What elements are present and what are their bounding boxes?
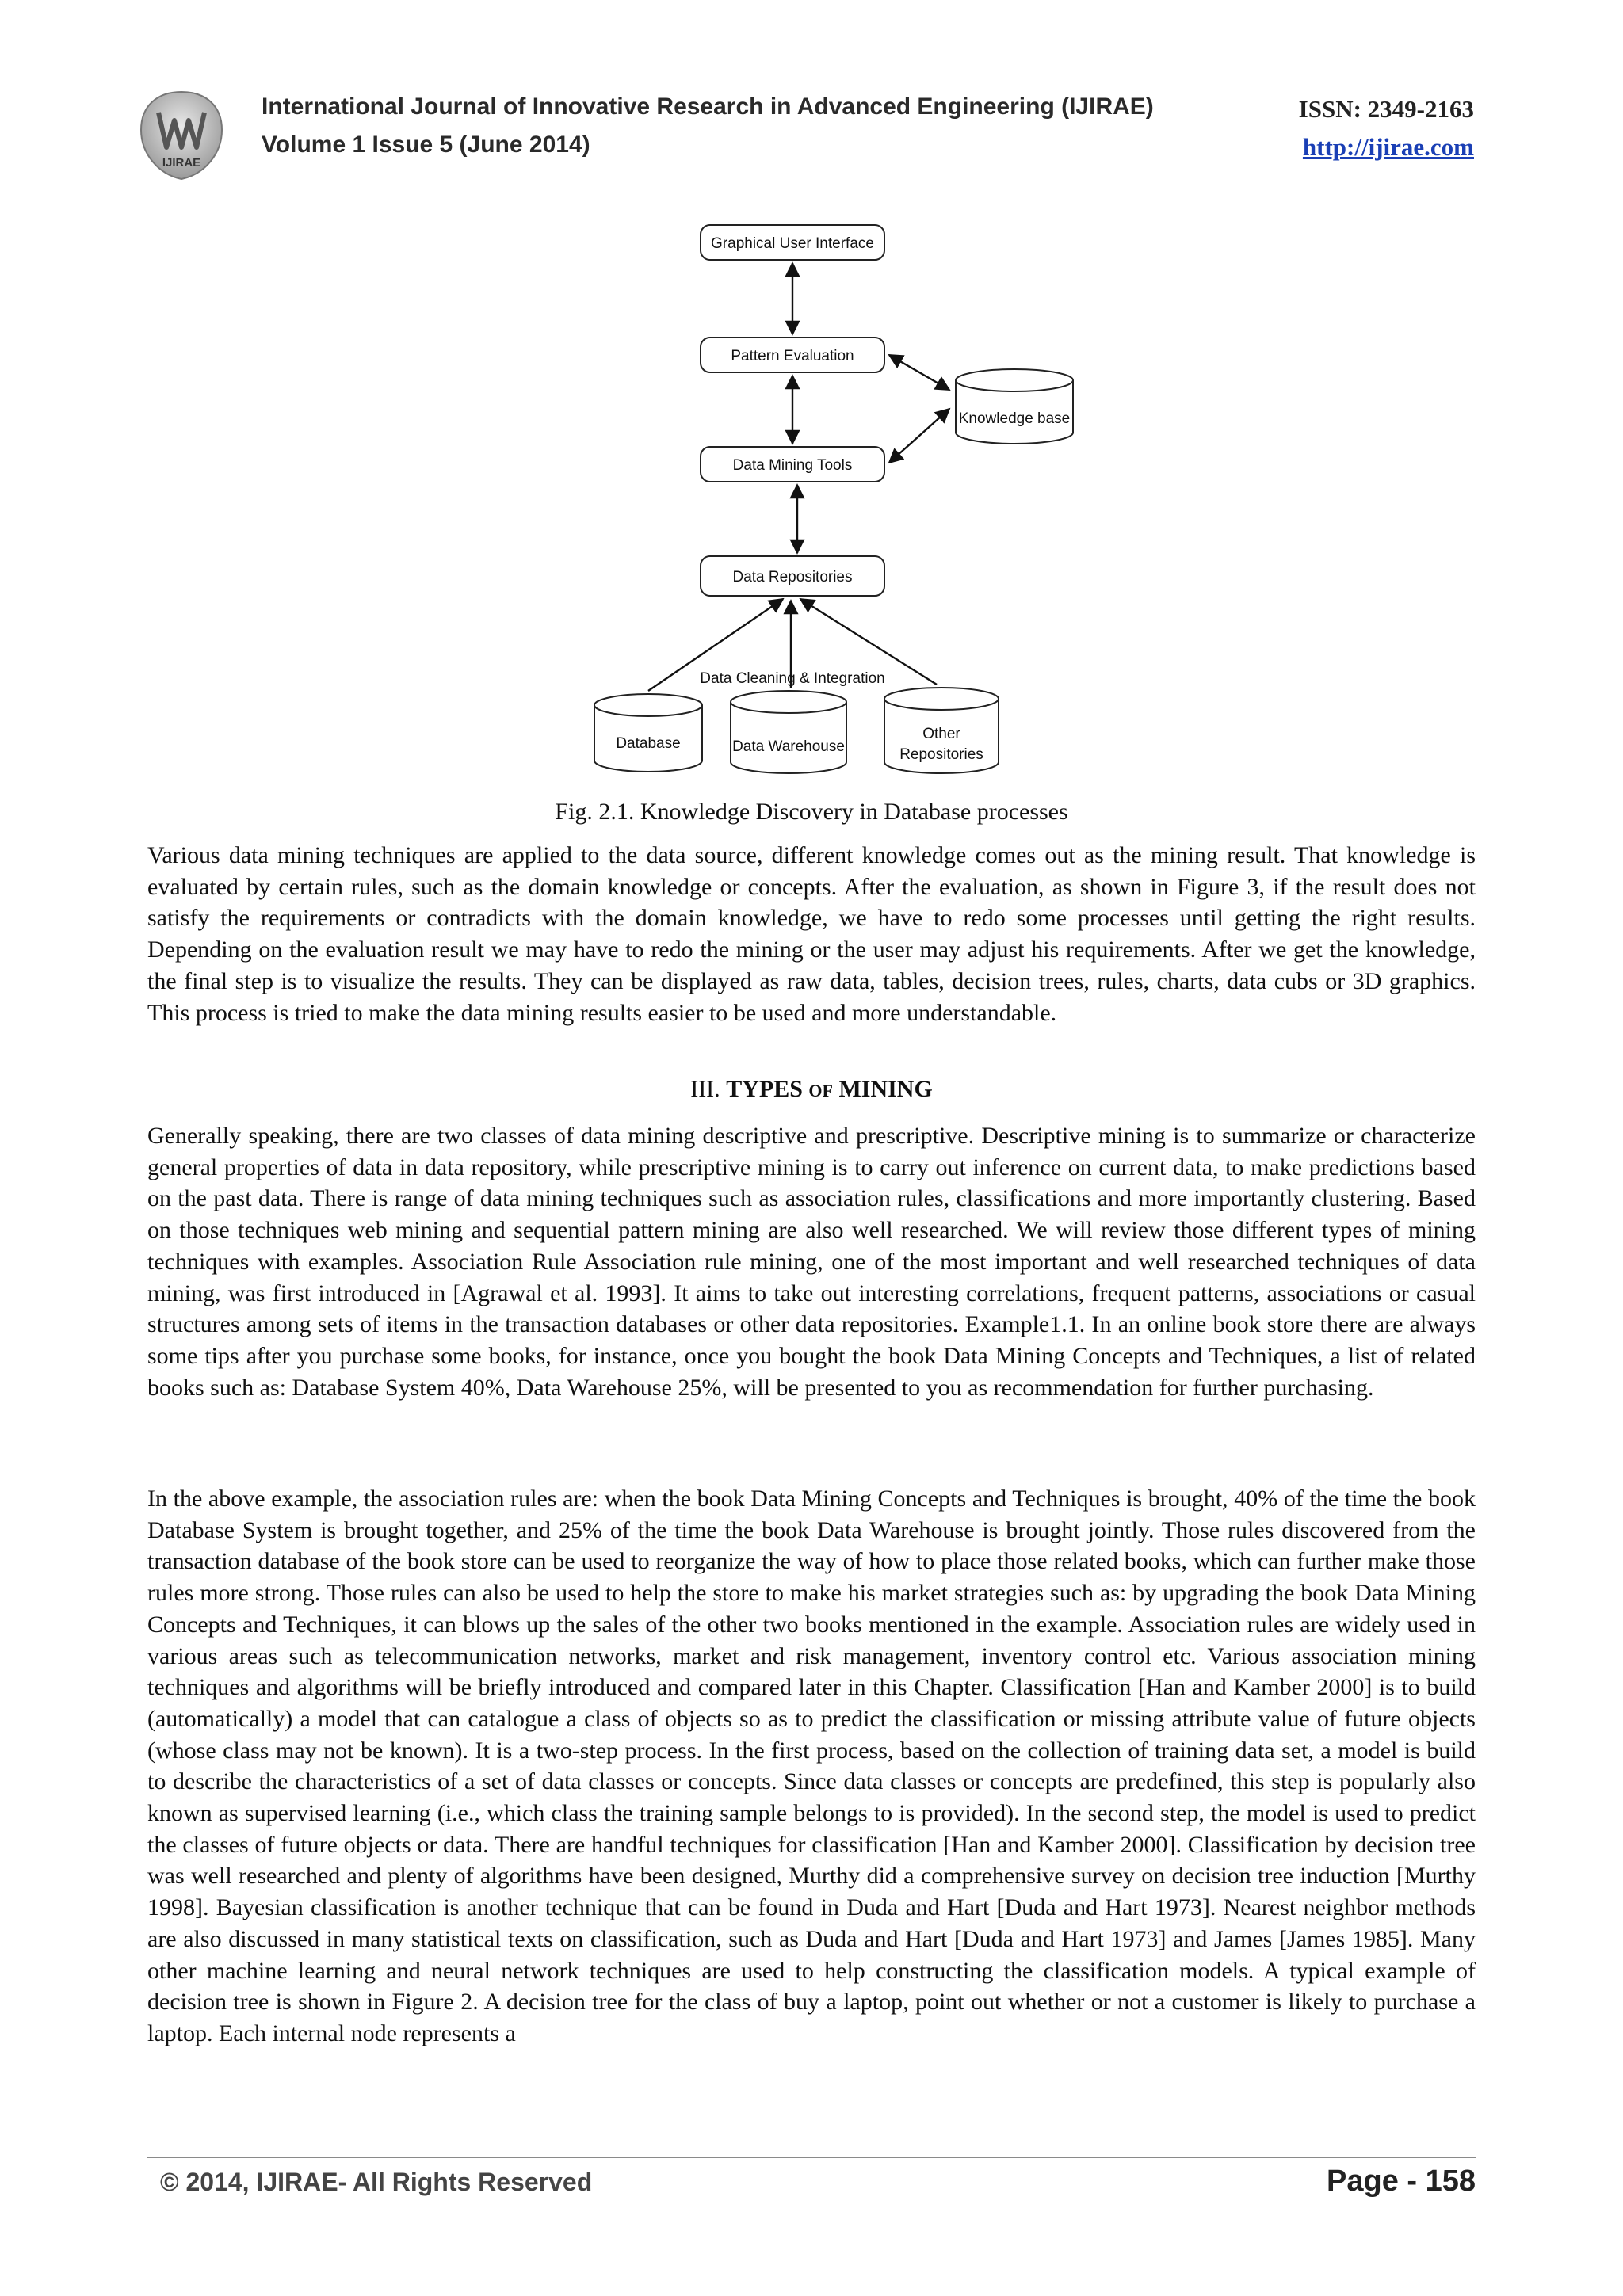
figure-caption: Fig. 2.1. Knowledge Discovery in Database processes: [555, 799, 1068, 825]
arrow-kb-mining: [889, 409, 949, 463]
footer-copyright: © 2014, IJIRAE- All Rights Reserved: [160, 2168, 593, 2196]
journal-issn: ISSN: 2349-2163: [1298, 95, 1474, 123]
paragraph-kdd-evaluation: Various data mining techniques are applied to the data source, different knowledge comes out as the mining result. That knowledge is evaluated by certain rules, such as the domain knowledge or concepts. After the evaluation, as shown in Figure 3, if the result does not satisfy the requirements or contradicts with the domain knowledge, we have to redo some processes until getting the right results. Depending on the evaluation result we may have to redo the mining or the user may adjust his requirements. After we get the knowledge, the final step is to visualize the results. They can be displayed as raw data, tables, decision trees, rules, charts, data cubs or 3D graphics. This process is tried to make the data mining results easier to be used and more understandable.: [147, 842, 1476, 1026]
page-header: [143, 89, 1474, 192]
pattern-evaluation-label: Pattern Evaluation: [731, 348, 854, 364]
knowledge-base-label: Knowledge base: [958, 410, 1071, 427]
other-label: Other: [922, 726, 960, 742]
footer-divider: [147, 2157, 1476, 2158]
journal-title: International Journal of Innovative Research in Advanced Engineering (IJIRAE): [262, 93, 1154, 120]
heading-word-mining: MINING: [838, 1076, 933, 1102]
arrow-kb-pattern: [889, 355, 949, 390]
section-number: III.: [690, 1076, 720, 1102]
journal-url-link[interactable]: http://ijirae.com: [1302, 133, 1474, 161]
repositories-label: Repositories: [899, 746, 983, 763]
data-repositories-label: Data Repositories: [732, 569, 853, 585]
ijirae-logo: [135, 89, 228, 182]
gui-label: Graphical User Interface: [711, 235, 874, 252]
data-mining-tools-label: Data Mining Tools: [732, 457, 853, 474]
paragraph-types-of-mining: Generally speaking, there are two classes of data mining descriptive and prescriptive. Descriptive mining is to summarize or characterize general properties of data in data repository, while prescriptive mining is to carry out inference on current data, to make predictions based on the past data. There is range of data mining techniques such as association rules, classifications and more importantly clustering. Based on those techniques web mining and sequential pattern mining are also well researched. We will review those different types of mining techniques with examples. Association Rule Association rule mining, one of the most important and well researched techniques of data mining, was first introduced in [Agrawal et al. 1993]. It aims to take out interesting correlations, frequent patterns, associations or casual structures among sets of items in the transaction databases or other data repositories. Example1.1. In an online book store there are always some tips after you purchase some books, for instance, once you bought the book Data Mining Concepts and Techniques, a list of related books such as: Database System 40%, Data Warehouse 25%, will be presented to you as recommendation for further purchasing.: [147, 1123, 1476, 1401]
database-label: Database: [616, 735, 681, 752]
data-cleaning-label: Data Cleaning & Integration: [700, 670, 885, 687]
heading-word-types: TYPES: [726, 1076, 803, 1102]
knowledge-base-cylinder: [956, 369, 1073, 444]
data-warehouse-cylinder: [731, 691, 846, 773]
journal-volume: Volume 1 Issue 5 (June 2014): [262, 132, 590, 158]
kdd-process-diagram: [583, 212, 1090, 783]
data-warehouse-label: Data Warehouse: [732, 738, 845, 755]
paragraph-association-classification: In the above example, the association rules are: when the book Data Mining Concepts and Techniques is brought, 40% of the time the book Database System is brought together, and 25% of the time the book Data Warehouse is brought jointly. Those rules discovered from the transaction database of the book store can be used to reorganize the way of how to place those related books, which can further make those rules more strong. Those rules can also be used to help the store to make his market strategies such as: by upgrading the book Data Mining Concepts and Techniques, it can blows up the sales of the other two books mentioned in the example. Association rules are widely used in various areas such as telecommunication networks, market and risk management, inventory control etc. Various association mining techniques and algorithms will be briefly introduced and compared later in this Chapter. Classification [Han and Kamber 2000] is to build (automatically) a model that can catalogue a class of objects so as to predict the classification or missing attribute value of future objects (whose class may not be known). It is a two-step process. In the first process, based on the collection of training data set, a model is build to describe the characteristics of a set of data classes or concepts. Since data classes or concepts are predefined, this step is popularly also known as supervised learning (i.e., which class the training sample belongs to is provided). In the second step, the model is used to predict the classes of future objects or data. There are handful techniques for classification [Han and Kamber 2000]. Classification by decision tree was well researched and plenty of algorithms have been designed, Murthy did a comprehensive survey on decision tree induction [Murthy 1998]. Bayesian classification is another technique that can be found in Duda and Hart [Duda and Hart 1973]. Nearest neighbor methods are also discussed in many statistical texts on classification, such as Duda and Hart [Duda and Hart 1973] and James [James 1985]. Many other machine learning and neural network techniques are used to help constructing the classification models. A typical example of decision tree is shown in Figure 2. A decision tree for the class of buy a laptop, point out whether or not a customer is likely to purchase a laptop. Each internal node represents a: [147, 1486, 1476, 2046]
heading-word-of: OF: [808, 1081, 833, 1100]
section-heading: [147, 1076, 1476, 1103]
footer-page-number: Page - 158: [1327, 2164, 1476, 2198]
logo-text: IJIRAE: [162, 156, 201, 170]
database-cylinder: [594, 694, 702, 772]
